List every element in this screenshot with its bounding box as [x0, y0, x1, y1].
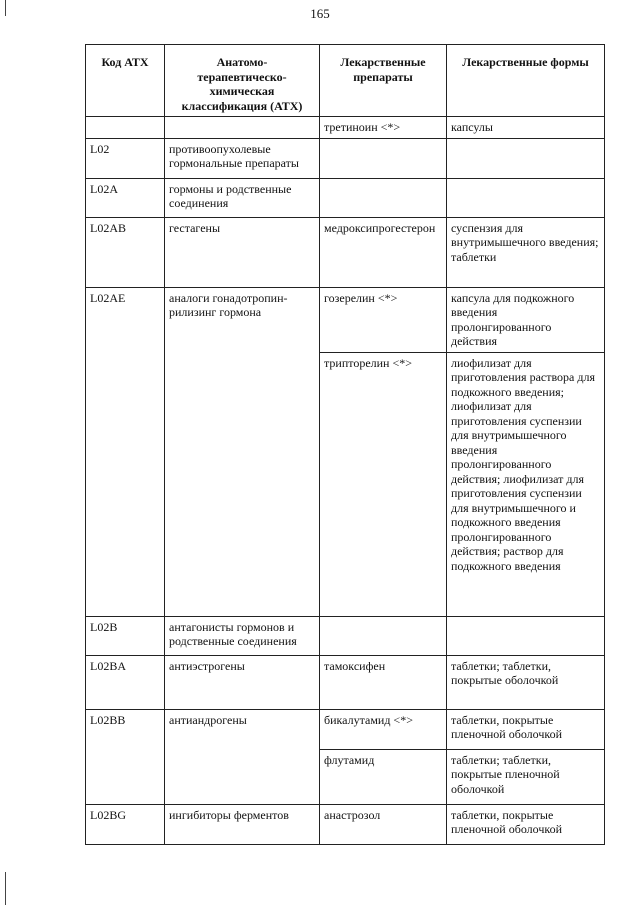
cell-drug: флутамид — [320, 749, 447, 804]
cell-form: суспензия для внутримышечного введения; таблетки — [447, 217, 605, 287]
cell-drug: тамоксифен — [320, 655, 447, 709]
header-drugs: Лекарственные препараты — [320, 45, 447, 117]
table-row — [86, 616, 605, 655]
table-header-row — [86, 45, 605, 117]
cell-class: антиандрогены — [165, 709, 320, 804]
cell-code: L02AB — [86, 217, 165, 287]
cell-form: таблетки, покрытые пленочной оболочкой — [447, 709, 605, 749]
cell-class: ингибиторы ферментов — [165, 804, 320, 844]
header-forms: Лекарственные формы — [447, 45, 605, 117]
table-row — [86, 138, 605, 178]
cell-code: L02B — [86, 616, 165, 655]
header-classification: Анатомо-терапевтическо-химическая классификация (АТХ) — [165, 45, 320, 117]
cell-class: гормоны и родственные соединения — [165, 178, 320, 217]
cell-code: L02BG — [86, 804, 165, 844]
table-row — [86, 804, 605, 844]
cell-drug: трипторелин <*> — [320, 352, 447, 616]
cell-class: аналоги гонадотропин-рилизинг гормона — [165, 287, 320, 616]
table-row — [86, 217, 605, 287]
cell-drug — [320, 138, 447, 178]
cell-code: L02AE — [86, 287, 165, 616]
cell-form: капсула для подкожного введения пролонгированного действия — [447, 287, 605, 352]
cell-drug — [320, 178, 447, 217]
cell-form — [447, 138, 605, 178]
table-row — [86, 178, 605, 217]
cell-drug: бикалутамид <*> — [320, 709, 447, 749]
cell-class — [165, 117, 320, 139]
cell-code: L02A — [86, 178, 165, 217]
table-row — [86, 655, 605, 709]
cell-code: L02 — [86, 138, 165, 178]
cell-form: таблетки, покрытые пленочной оболочкой — [447, 804, 605, 844]
table-row — [86, 117, 605, 139]
cell-class: гестагены — [165, 217, 320, 287]
cell-code — [86, 117, 165, 139]
header-code: Код АТХ — [86, 45, 165, 117]
table-row — [86, 287, 605, 352]
cell-code: L02BA — [86, 655, 165, 709]
scan-edge-bottom — [5, 872, 6, 905]
cell-code: L02BB — [86, 709, 165, 804]
cell-form — [447, 616, 605, 655]
cell-drug: гозерелин <*> — [320, 287, 447, 352]
table-row — [86, 709, 605, 749]
cell-form — [447, 178, 605, 217]
page-number: 165 — [310, 6, 330, 21]
cell-drug: третиноин <*> — [320, 117, 447, 139]
cell-drug: медроксипрогестерон — [320, 217, 447, 287]
cell-form: лиофилизат для приготовления раствора для подкожного введения; лиофилизат для приготовления суспензии для внутримышечного введения пролонгированного действия; лиофилизат для приготовления суспензии для внутримышечного и подкожного введения пролонгированного действия; раствор для подкожного введения — [447, 352, 605, 616]
cell-form: таблетки; таблетки, покрытые пленочной оболочкой — [447, 749, 605, 804]
cell-drug: анастрозол — [320, 804, 447, 844]
cell-form: таблетки; таблетки, покрытые оболочкой — [447, 655, 605, 709]
cell-class: противоопухолевые гормональные препараты — [165, 138, 320, 178]
cell-drug — [320, 616, 447, 655]
atc-table — [85, 44, 605, 845]
cell-form: капсулы — [447, 117, 605, 139]
cell-class: антагонисты гормонов и родственные соединения — [165, 616, 320, 655]
cell-class: антиэстрогены — [165, 655, 320, 709]
